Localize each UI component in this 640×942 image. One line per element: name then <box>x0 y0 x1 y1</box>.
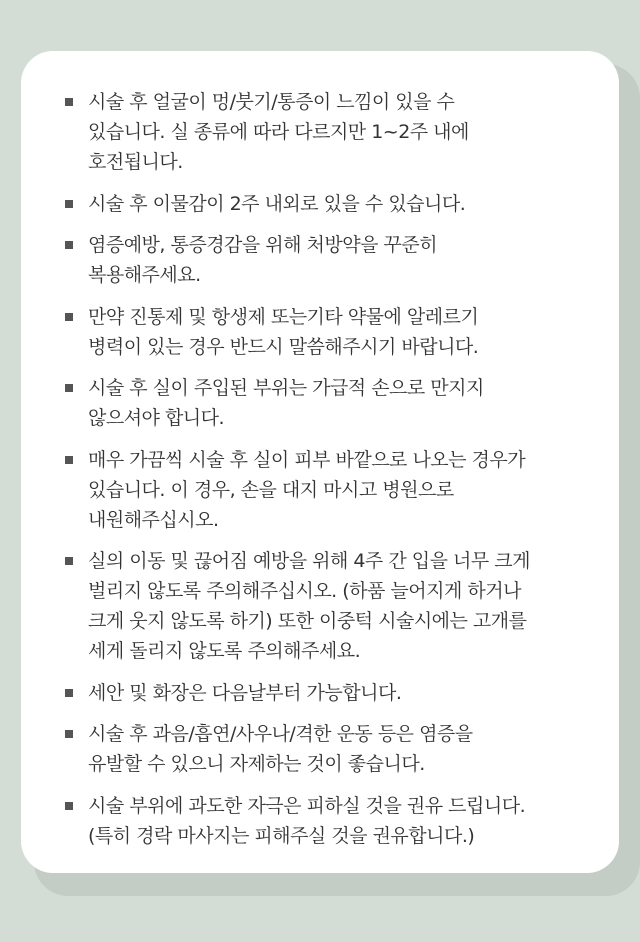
list-item <box>65 678 599 708</box>
notice-text: 시술 후 얼굴이 멍/붓기/통증이 느낌이 있을 수 있습니다. 실 종류에 따라 다르지만 1~2주 내에 호전됩니다. <box>88 91 469 173</box>
list-item <box>65 373 599 433</box>
notice-text: 시술 후 이물감이 2주 내외로 있을 수 있습니다. <box>88 192 466 215</box>
notice-text: 만약 진통제 및 항생제 또는기타 약물에 알레르기 병력이 있는 경우 반드시 말씀해주시기 바랍니다. <box>88 305 479 358</box>
aftercare-notice-card <box>21 51 619 873</box>
notice-text: 실의 이동 및 끊어짐 예방을 위해 4주 간 입을 너무 크게 벌리지 않도록 주의해주십시오. (하품 늘어지게 하거나 크게 웃지 않도록 하기) 또한 이중턱 시술시에는 고개를 세게 돌리지 않도록 주의해주세요. <box>88 550 530 662</box>
notice-text: 매우 가끔씩 시술 후 실이 피부 바깥으로 나오는 경우가 있습니다. 이 경우, 손을 대지 마시고 병원으로 내원해주십시오. <box>88 448 526 531</box>
square-bullet-icon <box>65 241 73 249</box>
list-item <box>65 719 599 779</box>
list-item <box>65 189 599 219</box>
notice-text: 세안 및 화장은 다음날부터 가능합니다. <box>88 681 402 704</box>
list-item <box>65 445 599 535</box>
notice-text: 시술 후 실이 주입된 부위는 가급적 손으로 만지지 않으셔야 합니다. <box>88 377 484 429</box>
square-bullet-icon <box>65 730 73 738</box>
square-bullet-icon <box>65 384 73 392</box>
list-item <box>65 230 599 290</box>
square-bullet-icon <box>65 200 73 208</box>
notice-list <box>65 87 599 851</box>
square-bullet-icon <box>65 313 73 321</box>
notice-text: 시술 후 과음/흡연/사우나/격한 운동 등은 염증을 유발할 수 있으니 자제하는 것이 좋습니다. <box>88 723 473 775</box>
list-item <box>65 87 599 177</box>
square-bullet-icon <box>65 456 73 464</box>
square-bullet-icon <box>65 557 73 565</box>
list-item <box>65 302 599 362</box>
square-bullet-icon <box>65 98 73 106</box>
square-bullet-icon <box>65 802 73 810</box>
list-item <box>65 546 599 666</box>
square-bullet-icon <box>65 689 73 697</box>
notice-text: 시술 부위에 과도한 자극은 피하실 것을 권유 드립니다. (특히 경락 마사지는 피해주실 것을 권유합니다.) <box>88 794 526 847</box>
list-item <box>65 791 599 851</box>
notice-text: 염증예방, 통증경감을 위해 처방약을 꾸준히 복용해주세요. <box>88 234 438 286</box>
